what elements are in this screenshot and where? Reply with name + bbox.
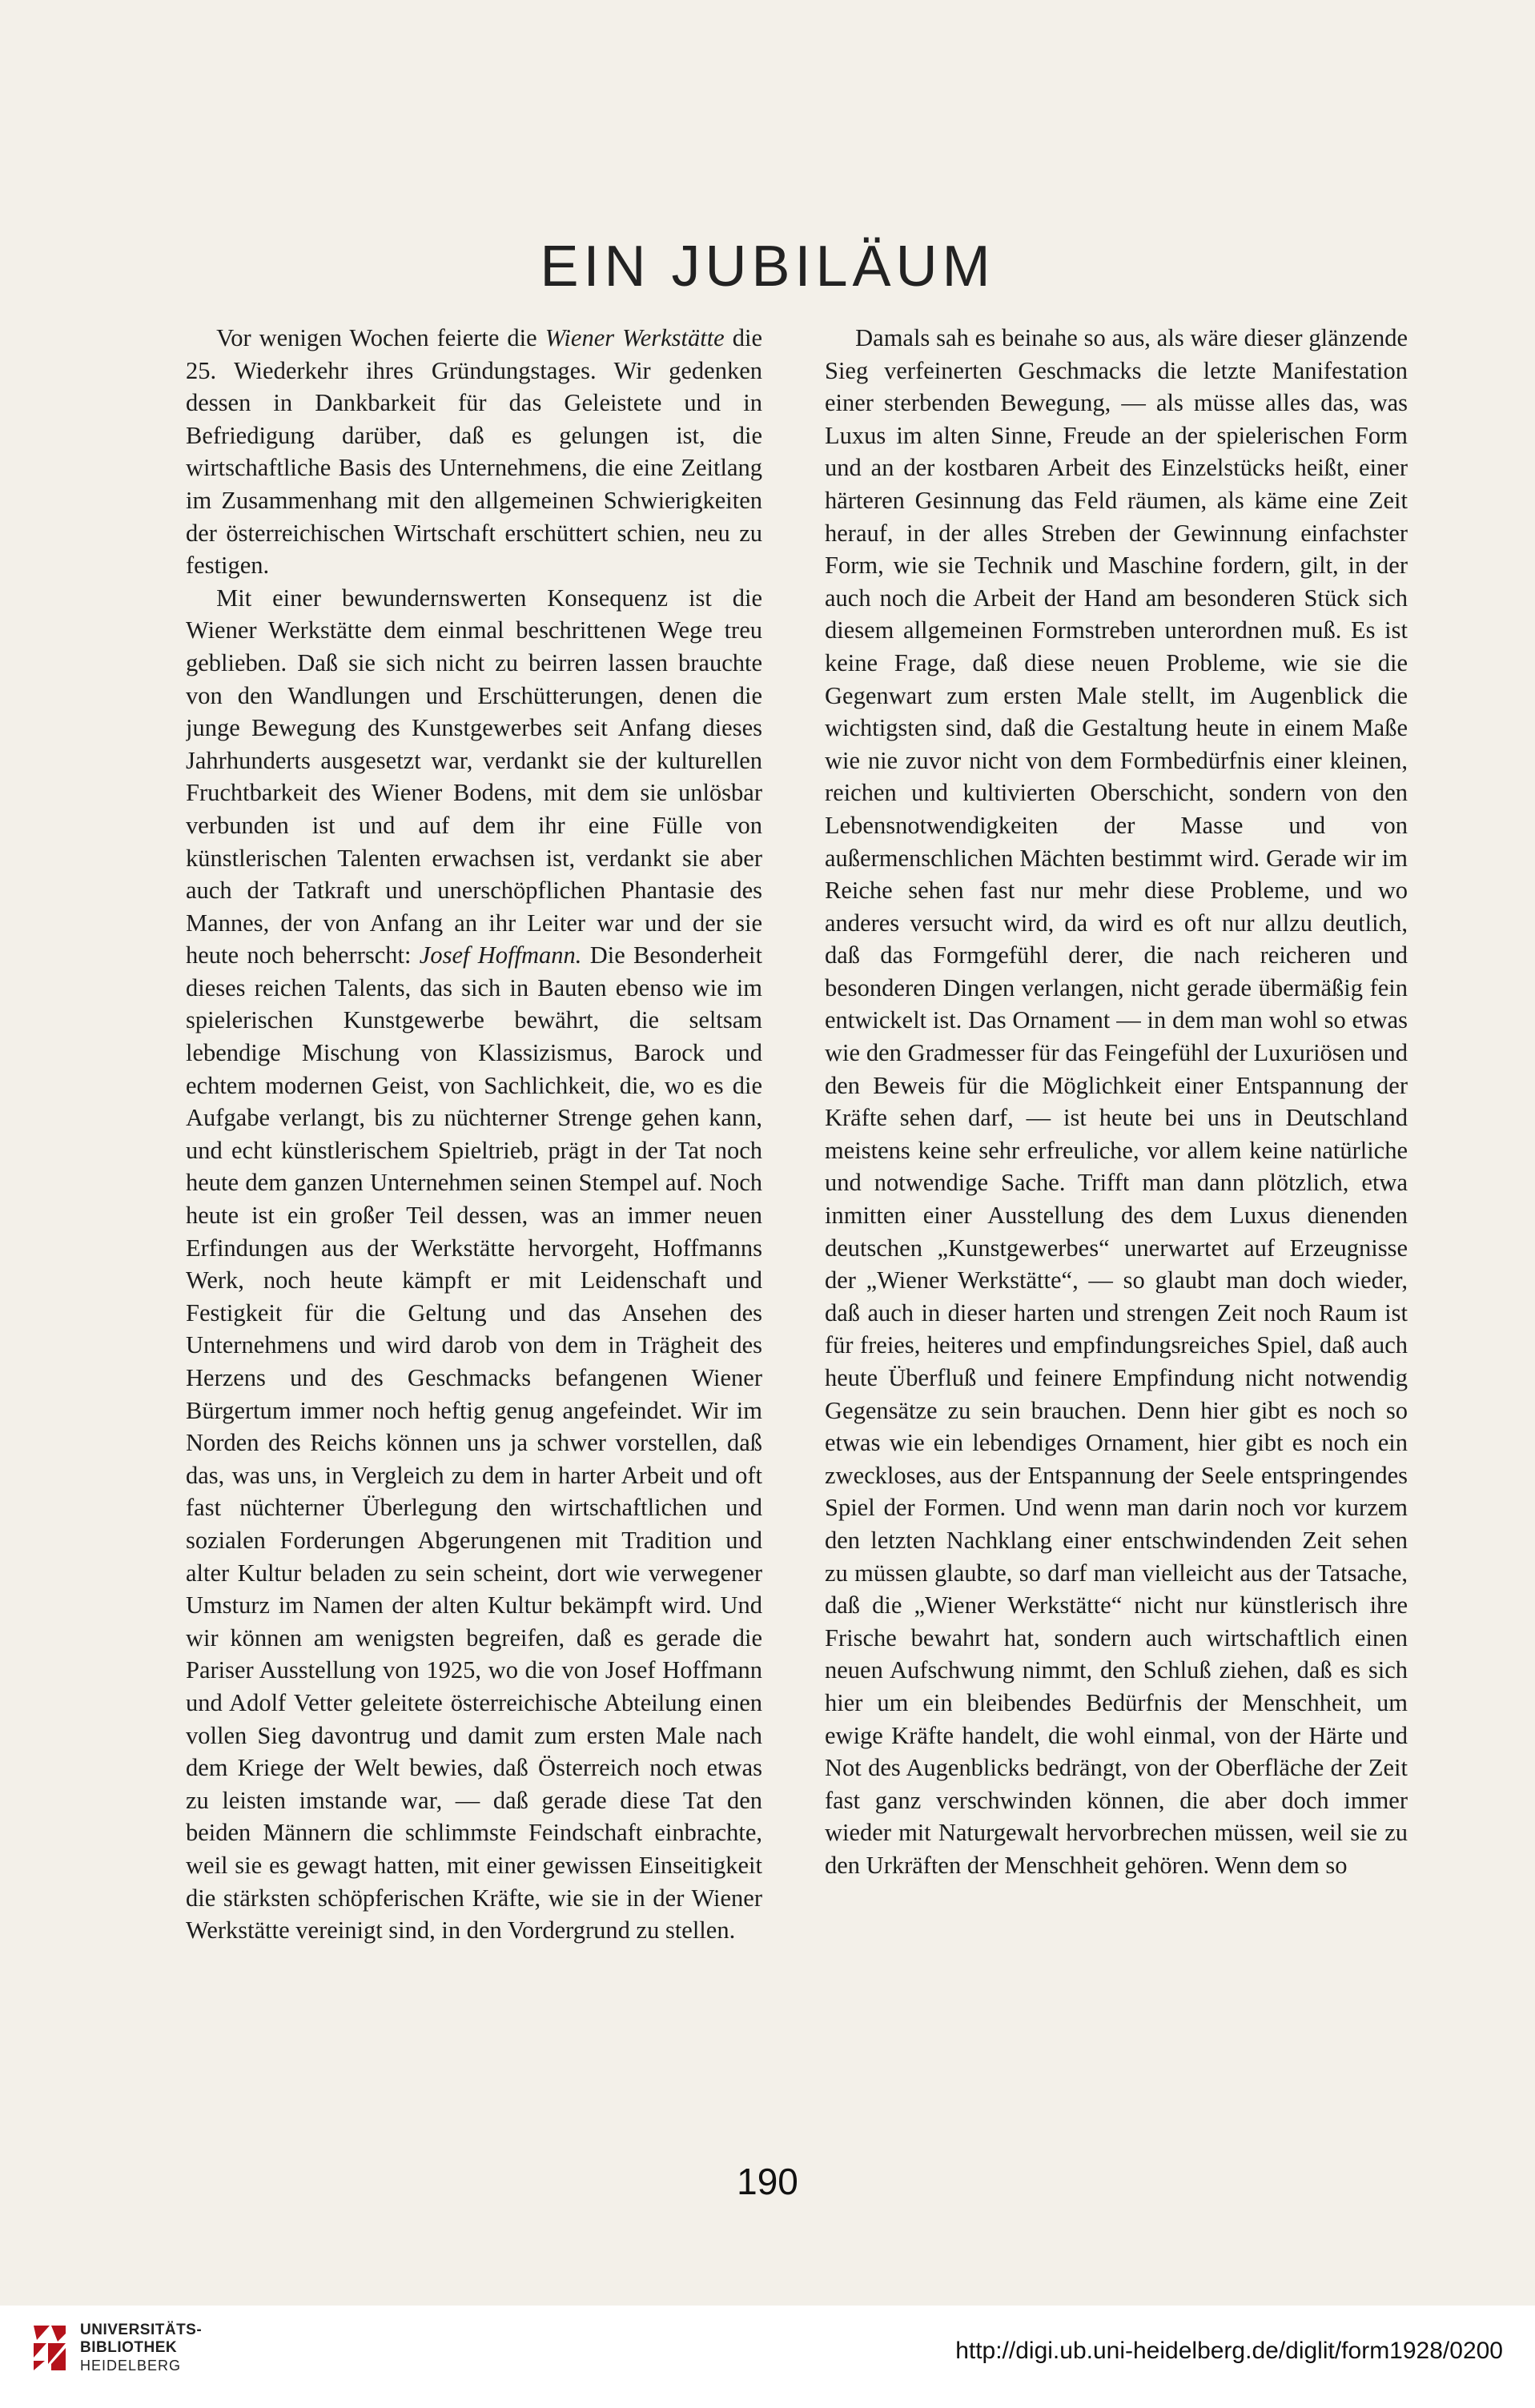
page-number: 190 bbox=[737, 2161, 798, 2202]
paragraph: Mit einer bewundernswerten Konsequenz ist die Wiener Werkstätte dem einmal beschrittenen Wege treu geblieben. Daß sie sich nicht zu beirren lassen brauchte von den Wandlungen und Erschütterungen, denen die junge Bewegung des Kunstgewerbes seit Anfang dieses Jahrhunderts ausgesetzt war, verdankt sie der kulturellen Fruchtbarkeit des Wiener Bodens, mit dem sie unlösbar verbunden ist und auf dem ihr eine Fülle von künstlerischen Talenten erwachsen ist, verdankt sie aber auch der Tatkraft und unerschöpflichen Phantasie des Mannes, der von Anfang an ihr Leiter war und der sie heute noch beherrscht: Josef Hoffmann. Die Besonderheit dieses reichen Talents, das sich in Bauten ebenso wie im spielerischen Kunstgewerbe bewährt, die seltsam lebendige Mischung von Klassizismus, Barock und echtem modernen Geist, von Sachlichkeit, die, wo es die Aufgabe verlangt, bis zu nüchterner Strenge gehen kann, und echt künstlerischem Spieltrieb, prägt in der Tat noch heute dem ganzen Unternehmen seinen Stempel auf. Noch heute ist ein großer Teil dessen, was an immer neuen Erfindungen aus der Werkstätte hervorgeht, Hoffmanns Werk, noch heute kämpft er mit Leidenschaft und Festigkeit für die Geltung und das Ansehen des Unternehmens und wird darob von dem in Trägheit des Herzens und des Geschmacks befangenen Wiener Bürgertum immer noch heftig genug angefeindet. Wir im Norden des Reichs können uns ja schwer vorstellen, daß das, was uns, in Vergleich zu dem in harter Arbeit und oft fast nüchterner Überlegung den wirtschaftlichen und sozialen Forderungen Abgerungenen mit Tradition und alter Kultur beladen zu sein scheint, dort wie verwegener Umsturz im Namen der alten Kultur bekämpft wird. Und wir können am wenigsten begreifen, daß es gerade die Pariser Ausstellung von 1925, wo die von Josef Hoffmann und Adolf Vetter geleitete österreichische Abteilung einen vollen Sieg davontrug und damit zum ersten Male nach dem Kriege der Welt bewies, daß Österreich noch etwas zu leisten imstande war, — daß gerade diese Tat den beiden Männern die schlimmste Feindschaft einbrachte, weil sie es gewagt hatten, mit einer gewissen Einseitigkeit die stärksten schöpferischen Kräfte, wie sie in der Wiener Werkstätte vereinigt sind, in den Vordergrund zu stellen. bbox=[186, 584, 762, 1944]
right-column bbox=[825, 322, 1408, 2139]
paragraph: Vor wenigen Wochen feierte die Wiener Werkstätte die 25. Wiederkehr ihres Gründungstages. Wir gedenken dessen in Dankbarkeit für das Geleistete und in Befriedigung darüber, daß es gelungen ist, die wirtschaftliche Basis des Unternehmens, die eine Zeitlang im Zusammenhang mit den allgemeinen Schwierigkeiten der österreichischen Wirtschaft erschüttert schien, neu zu festigen. bbox=[186, 324, 762, 580]
university-library-logo-icon bbox=[30, 2324, 69, 2372]
paragraph: Damals sah es beinahe so aus, als wäre dieser glänzende Sieg verfeinerten Geschmacks die letzte Manifestation einer sterbenden Bewegung, — als müsse alles das, was Luxus im alten Sinne, Freude an der spielerischen Form und an der kostbaren Arbeit des Einzelstücks heißt, einer härteren Gesinnung das Feld räumen, als käme eine Zeit herauf, in der alles Streben der Gewinnung einfachster Form, wie sie Technik und Maschine fordern, gilt, in der auch noch die Arbeit der Hand am besonderen Stück sich diesem allgemeinen Formstreben unterordnen muß. Es ist keine Frage, daß diese neuen Probleme, wie sie die Gegenwart zum ersten Male stellt, im Augenblick die wichtigsten sind, daß die Gestaltung heute in einem Maße wie nie zuvor nicht von dem Formbedürfnis einer kleinen, reichen und kultivierten Oberschicht, sondern von den Lebensnotwendigkeiten der Masse und von außermenschlichen Mächten bestimmt wird. Gerade wir im Reiche sehen fast nur mehr diese Probleme, und wo anderes versucht wird, da wird es oft nur allzu deutlich, daß das Formgefühl derer, die nach reicheren und besonderen Dingen verlangen, nicht gerade übermäßig fein entwickelt ist. Das Ornament — in dem man wohl so etwas wie den Gradmesser für das Feingefühl der Luxuriösen und den Beweis für die Möglichkeit einer Entspannung der Kräfte sehen darf, — ist heute bei uns in Deutschland meistens keine sehr erfreuliche, vor allem keine natürliche und notwendige Sache. Trifft man dann plötzlich, etwa inmitten einer Ausstellung des dem Luxus dienenden deutschen „Kunstgewerbes“ unerwartet auf Erzeugnisse der „Wiener Werkstätte“, — so glaubt man doch wieder, daß auch in dieser harten und strengen Zeit noch Raum ist für freies, heiteres und empfindungsreiches Spiel, daß auch heute Überfluß und feinere Empfindung nicht notwendig Gegensätze zu sein brauchen. Denn hier gibt es noch so etwas wie ein lebendiges Ornament, hier gibt es noch ein zweckloses, aus der Entspannung der Seele entspringendes Spiel der Formen. Und wenn man darin noch vor kurzem den letzten Nachklang einer entschwindenden Zeit sehen zu müssen glaubte, so darf man vielleicht aus der Tatsache, daß die „Wiener Werkstätte“ nicht nur künstlerisch ihre Frische bewahrt hat, sondern auch wirtschaftlich einen neuen Aufschwung nimmt, den Schluß ziehen, daß es sich hier um ein bleibendes Bedürfnis der Menschheit, um ewige Kräfte handelt, die wohl einmal, von der Härte und Not des Augenblicks bedrängt, von der Oberfläche der Zeit fast ganz verschwinden können, die aber doch immer wieder mit Naturgewalt hervorbrechen müssen, weil sie zu den Urkräften der Menschheit gehören. Wenn dem so bbox=[825, 324, 1408, 1879]
footer-bar bbox=[0, 2306, 1535, 2408]
library-name: UNIVERSITÄTS- BIBLIOTHEK HEIDELBERG bbox=[80, 2322, 203, 2374]
left-column bbox=[186, 322, 762, 2139]
library-logo[interactable] bbox=[30, 2322, 202, 2374]
document-url-link[interactable]: http://digi.ub.uni-heidelberg.de/diglit/form1928/0200 bbox=[955, 2338, 1503, 2364]
article-title: EIN JUBILÄUM bbox=[540, 235, 995, 299]
